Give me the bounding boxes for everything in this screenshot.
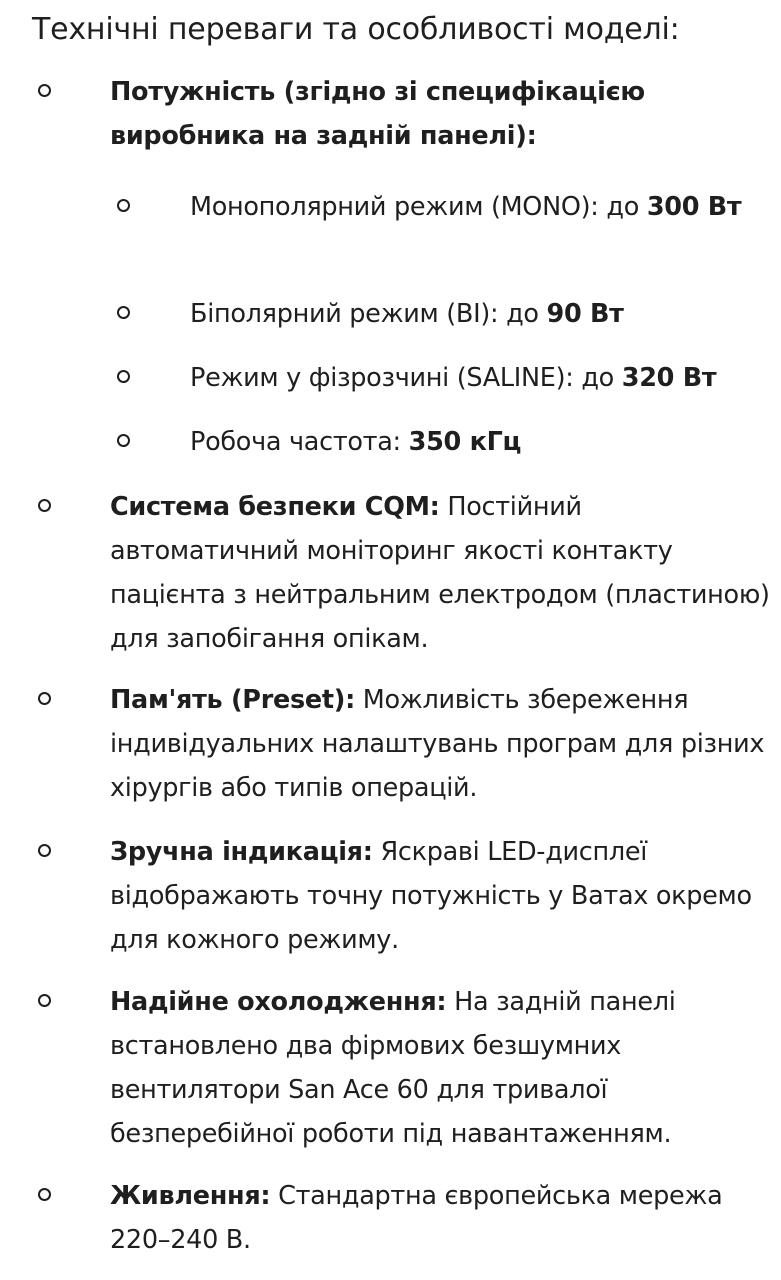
list-item-text: Живлення: Стандартна європейська мережа 220–240 В. xyxy=(110,1181,723,1255)
circle-bullet-icon xyxy=(117,199,130,212)
sub-list-item-text: Біполярний режим (BI): до 90 Вт xyxy=(190,299,624,329)
list-item-label: Потужність (згідно зі специфікацією виробника на задній панелі): xyxy=(110,77,645,151)
circle-bullet-icon xyxy=(38,499,51,512)
circle-bullet-icon xyxy=(38,84,51,97)
circle-bullet-icon xyxy=(38,1188,51,1201)
sub-list-item-text: Монополярний режим (MONO): до 300 Вт xyxy=(190,192,742,222)
circle-bullet-icon xyxy=(117,434,130,447)
list-item-text: Пам'ять (Preset): Можливість збереження індивідуальних налаштувань програм для різних хірургів або типів операцій. xyxy=(110,685,765,803)
sub-list-item-text: Режим у фізрозчині (SALINE): до 320 Вт xyxy=(190,363,717,393)
circle-bullet-icon xyxy=(38,692,51,705)
circle-bullet-icon xyxy=(38,994,51,1007)
circle-bullet-icon xyxy=(117,306,130,319)
list-item-text: Система безпеки CQM: Постійний автоматичний моніторинг якості контакту пацієнта з нейтральним електродом (пластиною) для запобігання опікам. xyxy=(110,492,770,654)
page-title: Технічні переваги та особливості моделі: xyxy=(32,12,680,47)
circle-bullet-icon xyxy=(38,844,51,857)
list-item-text: Зручна індикація: Яскраві LED-дисплеї відображають точну потужність у Ватах окремо для кожного режиму. xyxy=(110,837,752,955)
sub-list-item-text: Робоча частота: 350 кГц xyxy=(190,427,522,457)
list-item-text: Надійне охолодження: На задній панелі встановлено два фірмових безшумних вентилятори San Ace 60 для тривалої безперебійної роботи під навантаженням. xyxy=(110,987,676,1149)
circle-bullet-icon xyxy=(117,370,130,383)
